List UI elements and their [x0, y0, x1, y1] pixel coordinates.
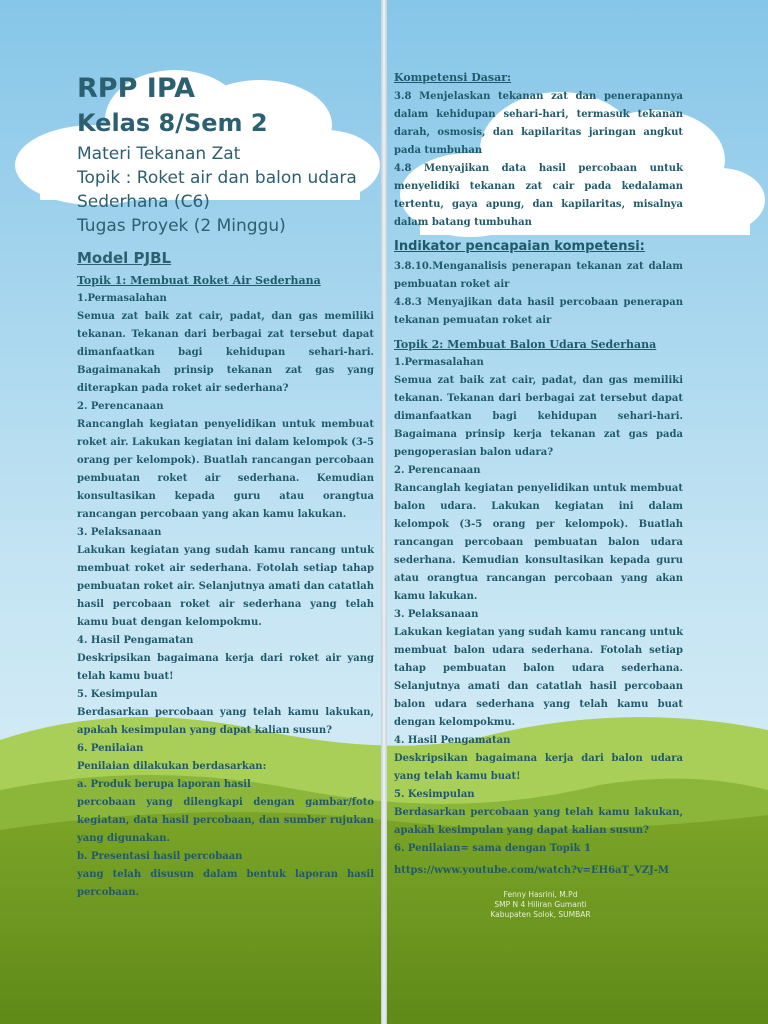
topic2-section-heading: 2. Perencanaan: [394, 465, 481, 476]
topic1-section-text: Rancanglah kegiatan penyelidikan untuk membuat roket air. Lakukan kegiatan ini dalam kelompok (3-5 orang per kelompok). Buatlah rancangan percobaan pembuatan roket air sederhana. Kemudian konsultasikan kepada guru atau orangtua rancangan percobaan yang akan kamu lakukan.: [77, 419, 374, 520]
topic1-section-text: Penilaian dilakukan berdasarkan:: [77, 761, 267, 772]
model-label: Model PJBL: [77, 249, 172, 267]
topic1-section-text: Semua zat baik zat cair, padat, dan gas memiliki tekanan. Tekanan dari berbagai zat tersebut dapat dimanfaatkan bagi kehidupan sehari-hari. Bagaimanakah prinsip tekanan zat gas yang diterapkan pada roket air sederhana?: [77, 311, 374, 394]
topic2-section-text: Rancanglah kegiatan penyelidikan untuk membuat balon udara. Lakukan kegiatan ini dalam kelompok (3-5 orang per kelompok). Buatlah rancangan percobaan pembuatan balon udara sederhana. Kemudian konsultasikan kepada guru atau orangtua rancangan percobaan yang akan kamu lakukan.: [394, 483, 683, 602]
kompetensi-item: 4.8 Menyajikan data hasil percobaan untuk menyelidiki tekanan zat cair pada kedalaman tertentu, gaya apung, dan kapilaritas, misalnya dalam batang tumbuhan: [394, 163, 683, 228]
topic1-section-text: Lakukan kegiatan yang sudah kamu rancang untuk membuat roket air sederhana. Fotolah setiap tahap pembuatan roket air. Selanjutnya amati dan catatlah hasil percobaan roket air sederhana yang telah kamu buat dengan kelompokmu.: [77, 545, 374, 628]
topic2-section-heading: 5. Kesimpulan: [394, 789, 475, 800]
topic1-section-heading: b. Presentasi hasil percobaan: [77, 851, 243, 862]
topic1-section-text: yang telah disusun dalam bentuk laporan hasil percobaan.: [77, 869, 374, 898]
indikator-item: 3.8.10.Menganalisis penerapan tekanan zat dalam pembuatan roket air: [394, 261, 683, 290]
author-name: Fenny Hasrini, M.Pd: [503, 890, 578, 899]
header-line: Topik : Roket air dan balon udara: [77, 168, 357, 188]
topic2-section-text: Deskripsikan bagaimana kerja dari balon udara yang telah kamu buat!: [394, 753, 683, 782]
topic2-section-heading: 4. Hasil Pengamatan: [394, 735, 511, 746]
topic1-section-heading: 3. Pelaksanaan: [77, 527, 162, 538]
indikator-item: 4.8.3 Menyajikan data hasil percobaan penerapan tekanan pemuatan roket air: [394, 297, 683, 326]
author-region: Kabupaten Solok, SUMBAR: [490, 910, 591, 919]
topic2-section-heading: 6. Penilaian= sama dengan Topik 1: [394, 843, 591, 854]
column-divider: [381, 0, 387, 1024]
topic2-section-text: Berdasarkan percobaan yang telah kamu lakukan, apakah kesimpulan yang dapat kalian susun?: [394, 807, 683, 836]
kompetensi-item: 3.8 Menjelaskan tekanan zat dan penerapannya dalam kehidupan sehari-hari, termasuk tekanan darah, osmosis, dan kapilaritas jaringan angkut pada tumbuhan: [394, 91, 683, 156]
author-school: SMP N 4 Hiliran Gumanti: [494, 900, 587, 909]
topic1-title: Topik 1: Membuat Roket Air Sederhana: [77, 274, 321, 287]
right-column: [394, 70, 683, 920]
topic2-section-text: Semua zat baik zat cair, padat, dan gas memiliki tekanan. Tekanan dari berbagai zat tersebut dapat dimanfaatkan bagi kehidupan sehari-hari. Bagaimana prinsip kerja tekanan zat gas pada pengoperasian balon udara?: [394, 375, 683, 458]
page-subtitle: Kelas 8/Sem 2: [77, 109, 268, 137]
author-footer: [394, 890, 683, 920]
topic1-section-heading: 2. Perencanaan: [77, 401, 164, 412]
topic1-section-text: percobaan yang dilengkapi dengan gambar/foto kegiatan, data hasil percobaan, dan sumber rujukan yang digunakan.: [77, 797, 374, 844]
topic1-section-heading: 4. Hasil Pengamatan: [77, 635, 194, 646]
left-column: [77, 72, 374, 902]
indikator-title: Indikator pencapaian kompetensi:: [394, 239, 645, 254]
topic1-section-heading: a. Produk berupa laporan hasil: [77, 779, 251, 790]
topic2-section-text: Lakukan kegiatan yang sudah kamu rancang untuk membuat balon udara sederhana. Fotolah setiap tahap pembuatan balon udara sederhana. Selanjutnya amati dan catatlah hasil percobaan balon udara sederhana yang telah kamu buat dengan kelompokmu.: [394, 627, 683, 728]
header-line: Materi Tekanan Zat: [77, 144, 241, 164]
topic2-title: Topik 2: Membuat Balon Udara Sederhana: [394, 338, 657, 351]
topic1-section-text: Deskripsikan bagaimana kerja dari roket air yang telah kamu buat!: [77, 653, 374, 682]
topic1-section-heading: 5. Kesimpulan: [77, 689, 158, 700]
topic1-section-heading: 6. Penilaian: [77, 743, 144, 754]
topic2-section-heading: 3. Pelaksanaan: [394, 609, 479, 620]
topic1-section-text: Berdasarkan percobaan yang telah kamu lakukan, apakah kesimpulan yang dapat kalian susun?: [77, 707, 374, 736]
topic2-section-heading: 1.Permasalahan: [394, 357, 484, 368]
topic1-section-heading: 1.Permasalahan: [77, 293, 167, 304]
header-line: Sederhana (C6): [77, 192, 210, 212]
page-title: RPP IPA: [77, 73, 196, 104]
header-line: Tugas Proyek (2 Minggu): [77, 216, 286, 236]
kompetensi-title: Kompetensi Dasar:: [394, 71, 512, 84]
youtube-link[interactable]: https://www.youtube.com/watch?v=EH6aT_VZJ-M: [394, 865, 669, 876]
